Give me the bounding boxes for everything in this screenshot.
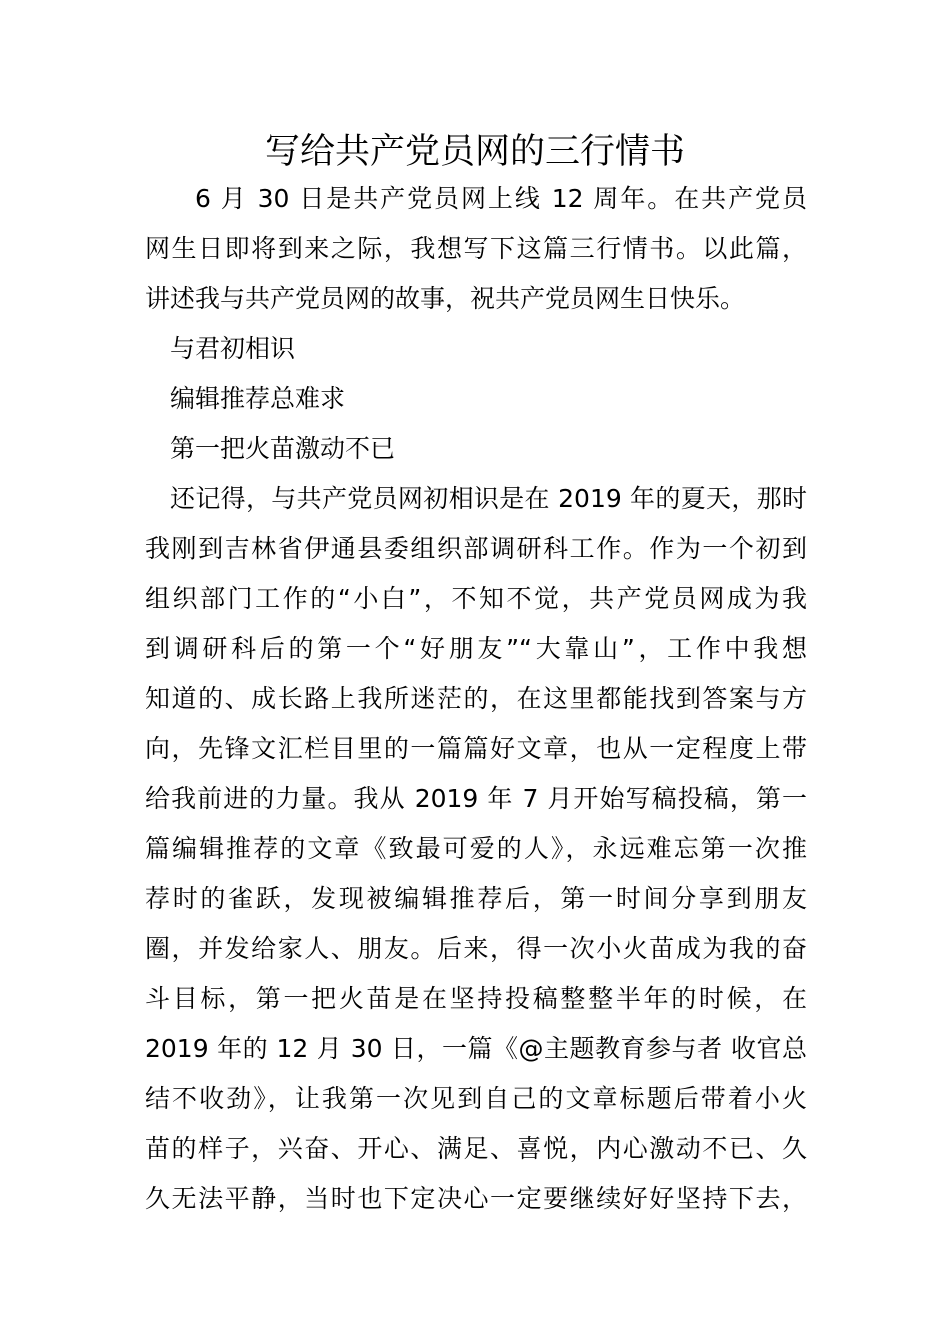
paragraph-line: 组织部门工作的“小白”，不知不觉，共产党员网成为我	[145, 584, 807, 613]
paragraph-line: 网生日即将到来之际，我想写下这篇三行情书。以此篇，	[145, 234, 807, 263]
paragraph-line: 2019 年的 12 月 30 日，一篇《@主题教育参与者 收官总	[145, 1034, 807, 1063]
paragraph-line: 知道的、成长路上我所迷茫的，在这里都能找到答案与方	[145, 684, 807, 713]
paragraph-line: 讲述我与共产党员网的故事，祝共产党员网生日快乐。	[145, 284, 746, 313]
paragraph-line: 到调研科后的第一个“好朋友”“大靠山”，工作中我想	[145, 634, 807, 663]
paragraph-line: 结不收劲》，让我第一次见到自己的文章标题后带着小火	[145, 1084, 807, 1113]
paragraph-line: 编辑推荐总难求	[170, 384, 346, 413]
paragraph-line: 与君初相识	[170, 334, 296, 363]
paragraph-line: 荐时的雀跃，发现被编辑推荐后，第一时间分享到朋友	[145, 884, 807, 913]
paragraph-line: 斗目标，第一把火苗是在坚持投稿整整半年的时候，在	[145, 984, 807, 1013]
paragraph-line: 篇编辑推荐的文章《致最可爱的人》，永远难忘第一次推	[145, 834, 807, 863]
document-title: 写给共产党员网的三行情书	[264, 132, 685, 172]
paragraph-line: 圈，并发给家人、朋友。后来，得一次小火苗成为我的奋	[145, 934, 807, 963]
paragraph-line: 6 月 30 日是共产党员网上线 12 周年。在共产党员	[195, 184, 807, 213]
paragraph-line: 第一把火苗激动不已	[170, 434, 396, 463]
paragraph-line: 给我前进的力量。我从 2019 年 7 月开始写稿投稿，第一	[145, 784, 807, 813]
paragraph-line: 我刚到吉林省伊通县委组织部调研科工作。作为一个初到	[145, 534, 807, 563]
paragraph-line: 向，先锋文汇栏目里的一篇篇好文章，也从一定程度上带	[145, 734, 807, 763]
paragraph-line: 还记得，与共产党员网初相识是在 2019 年的夏天，那时	[170, 484, 807, 513]
paragraph-line: 苗的样子，兴奋、开心、满足、喜悦，内心激动不已、久	[145, 1134, 807, 1163]
paragraph-line: 久无法平静，当时也下定决心一定要继续好好坚持下去，	[145, 1184, 807, 1213]
